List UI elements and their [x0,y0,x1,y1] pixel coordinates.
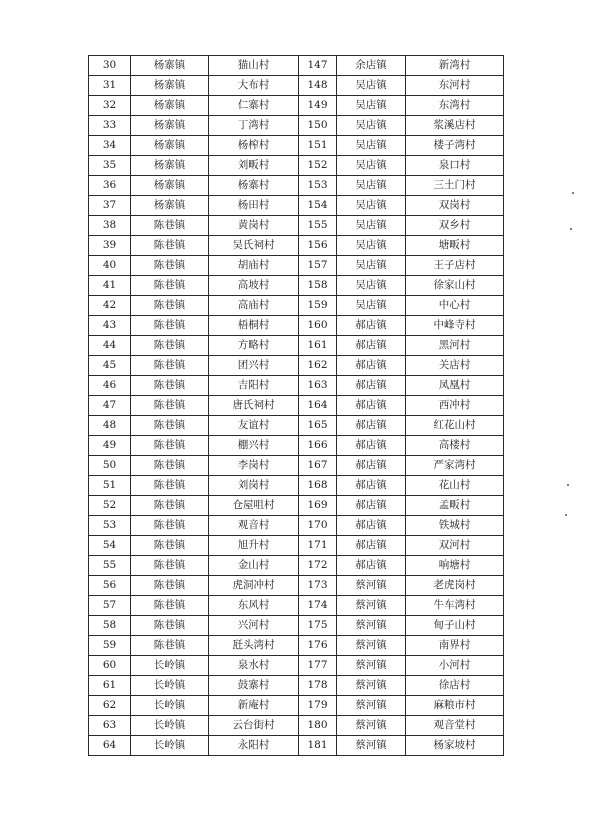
table-row [89,256,504,276]
row-number-right: 179 [299,696,337,716]
town-name-right: 吴店镇 [337,96,406,116]
town-name-right: 吴店镇 [337,236,406,256]
row-number-right: 175 [299,616,337,636]
village-name-left: 鼓寨村 [209,676,299,696]
village-name-right: 徐家山村 [406,276,504,296]
village-name-left: 杨榨村 [209,136,299,156]
row-number-left: 34 [89,136,131,156]
village-name-left: 瓩头湾村 [209,636,299,656]
village-name-right: 观音堂村 [406,716,504,736]
village-name-right: 中峰寺村 [406,316,504,336]
town-name-right: 郝店镇 [337,436,406,456]
village-name-left: 李岗村 [209,456,299,476]
town-name-right: 蔡河镇 [337,696,406,716]
village-name-right: 王子店村 [406,256,504,276]
village-name-left: 刘岗村 [209,476,299,496]
row-number-right: 151 [299,136,337,156]
town-name-right: 蔡河镇 [337,636,406,656]
town-name-right: 蔡河镇 [337,676,406,696]
table-row [89,316,504,336]
table-row [89,276,504,296]
village-name-left: 吴氏祠村 [209,236,299,256]
row-number-left: 44 [89,336,131,356]
table-row [89,496,504,516]
town-name-left: 长岭镇 [131,696,209,716]
scan-speck [572,192,574,194]
town-name-right: 郝店镇 [337,496,406,516]
village-name-left: 永阳村 [209,736,299,756]
village-name-left: 棚兴村 [209,436,299,456]
village-name-left: 刘畈村 [209,156,299,176]
row-number-left: 55 [89,556,131,576]
town-name-right: 郝店镇 [337,416,406,436]
row-number-right: 181 [299,736,337,756]
row-number-right: 169 [299,496,337,516]
village-name-left: 高庙村 [209,296,299,316]
table-row [89,116,504,136]
table-row [89,656,504,676]
row-number-right: 160 [299,316,337,336]
village-name-right: 响塘村 [406,556,504,576]
table-row [89,536,504,556]
town-name-left: 长岭镇 [131,736,209,756]
row-number-right: 157 [299,256,337,276]
table-row [89,676,504,696]
row-number-right: 173 [299,576,337,596]
row-number-left: 41 [89,276,131,296]
row-number-left: 43 [89,316,131,336]
town-name-right: 郝店镇 [337,376,406,396]
town-name-right: 蔡河镇 [337,616,406,636]
town-name-left: 陈巷镇 [131,376,209,396]
village-name-right: 双河村 [406,536,504,556]
row-number-left: 48 [89,416,131,436]
village-name-right: 甸子山村 [406,616,504,636]
row-number-right: 150 [299,116,337,136]
town-name-left: 陈巷镇 [131,396,209,416]
town-name-right: 蔡河镇 [337,576,406,596]
table-row [89,396,504,416]
row-number-left: 62 [89,696,131,716]
town-name-right: 吴店镇 [337,276,406,296]
row-number-left: 33 [89,116,131,136]
town-name-left: 陈巷镇 [131,616,209,636]
village-name-left: 胡庙村 [209,256,299,276]
town-name-left: 杨寨镇 [131,176,209,196]
row-number-left: 52 [89,496,131,516]
row-number-left: 36 [89,176,131,196]
town-name-left: 陈巷镇 [131,336,209,356]
town-name-left: 陈巷镇 [131,476,209,496]
table-row [89,436,504,456]
village-name-right: 花山村 [406,476,504,496]
village-name-right: 三土门村 [406,176,504,196]
town-name-left: 杨寨镇 [131,156,209,176]
row-number-right: 174 [299,596,337,616]
scan-speck [567,484,569,486]
town-name-left: 陈巷镇 [131,316,209,336]
row-number-right: 166 [299,436,337,456]
row-number-right: 159 [299,296,337,316]
row-number-left: 60 [89,656,131,676]
village-name-right: 小河村 [406,656,504,676]
town-name-left: 长岭镇 [131,656,209,676]
town-name-left: 杨寨镇 [131,76,209,96]
village-name-left: 梧桐村 [209,316,299,336]
town-name-left: 陈巷镇 [131,356,209,376]
village-name-left: 泉水村 [209,656,299,676]
row-number-left: 56 [89,576,131,596]
town-name-right: 吴店镇 [337,136,406,156]
village-name-left: 东风村 [209,596,299,616]
row-number-left: 57 [89,596,131,616]
table-row [89,156,504,176]
row-number-right: 155 [299,216,337,236]
table-row [89,616,504,636]
town-name-left: 长岭镇 [131,676,209,696]
row-number-left: 37 [89,196,131,216]
row-number-right: 165 [299,416,337,436]
row-number-right: 153 [299,176,337,196]
table-row [89,376,504,396]
town-name-right: 吴店镇 [337,156,406,176]
town-name-right: 吴店镇 [337,116,406,136]
village-name-right: 西冲村 [406,396,504,416]
table-row [89,96,504,116]
row-number-right: 170 [299,516,337,536]
village-name-left: 兴河村 [209,616,299,636]
row-number-left: 59 [89,636,131,656]
row-number-right: 152 [299,156,337,176]
town-name-left: 陈巷镇 [131,556,209,576]
town-name-right: 吴店镇 [337,216,406,236]
village-name-right: 牛车湾村 [406,596,504,616]
village-name-right: 东湾村 [406,96,504,116]
row-number-right: 147 [299,56,337,76]
village-name-left: 高坡村 [209,276,299,296]
table-row [89,336,504,356]
town-name-left: 陈巷镇 [131,536,209,556]
village-name-left: 仓屋咀村 [209,496,299,516]
town-name-right: 郝店镇 [337,556,406,576]
town-name-left: 杨寨镇 [131,96,209,116]
row-number-right: 162 [299,356,337,376]
village-name-right: 泉口村 [406,156,504,176]
village-name-left: 新庵村 [209,696,299,716]
table-row [89,236,504,256]
village-name-left: 金山村 [209,556,299,576]
village-name-right: 孟畈村 [406,496,504,516]
town-name-left: 陈巷镇 [131,276,209,296]
town-name-right: 吴店镇 [337,196,406,216]
village-name-right: 楼子湾村 [406,136,504,156]
village-name-right: 铁城村 [406,516,504,536]
town-name-right: 郝店镇 [337,316,406,336]
town-name-right: 郝店镇 [337,396,406,416]
village-name-left: 虎洞冲村 [209,576,299,596]
village-name-left: 黄岗村 [209,216,299,236]
town-name-right: 蔡河镇 [337,656,406,676]
village-name-left: 唐氏祠村 [209,396,299,416]
town-name-right: 吴店镇 [337,176,406,196]
village-name-left: 猫山村 [209,56,299,76]
table-row [89,716,504,736]
town-name-right: 余店镇 [337,56,406,76]
town-name-left: 杨寨镇 [131,56,209,76]
town-name-left: 陈巷镇 [131,636,209,656]
row-number-left: 40 [89,256,131,276]
row-number-right: 149 [299,96,337,116]
town-name-left: 陈巷镇 [131,456,209,476]
village-name-left: 大布村 [209,76,299,96]
village-list-table [88,55,504,756]
table-row [89,196,504,216]
town-name-right: 吴店镇 [337,256,406,276]
town-name-right: 蔡河镇 [337,716,406,736]
town-name-left: 杨寨镇 [131,136,209,156]
village-name-right: 徐店村 [406,676,504,696]
row-number-left: 53 [89,516,131,536]
town-name-left: 陈巷镇 [131,516,209,536]
row-number-right: 167 [299,456,337,476]
row-number-left: 42 [89,296,131,316]
row-number-left: 49 [89,436,131,456]
row-number-left: 45 [89,356,131,376]
table-row [89,136,504,156]
row-number-right: 161 [299,336,337,356]
row-number-right: 164 [299,396,337,416]
village-name-left: 吉阳村 [209,376,299,396]
row-number-left: 32 [89,96,131,116]
village-name-left: 方略村 [209,336,299,356]
village-name-right: 红花山村 [406,416,504,436]
row-number-left: 61 [89,676,131,696]
row-number-left: 39 [89,236,131,256]
town-name-left: 陈巷镇 [131,416,209,436]
town-name-left: 陈巷镇 [131,436,209,456]
row-number-left: 54 [89,536,131,556]
town-name-left: 陈巷镇 [131,496,209,516]
table-row [89,556,504,576]
village-name-right: 杨家坡村 [406,736,504,756]
row-number-left: 38 [89,216,131,236]
row-number-left: 30 [89,56,131,76]
row-number-left: 63 [89,716,131,736]
table-row [89,56,504,76]
row-number-left: 31 [89,76,131,96]
town-name-left: 杨寨镇 [131,116,209,136]
village-name-left: 友谊村 [209,416,299,436]
row-number-right: 176 [299,636,337,656]
village-name-left: 杨寨村 [209,176,299,196]
table-row [89,516,504,536]
town-name-right: 吴店镇 [337,296,406,316]
row-number-left: 64 [89,736,131,756]
row-number-right: 180 [299,716,337,736]
village-name-right: 双岗村 [406,196,504,216]
table-row [89,216,504,236]
row-number-left: 58 [89,616,131,636]
row-number-left: 46 [89,376,131,396]
village-name-right: 东河村 [406,76,504,96]
town-name-left: 长岭镇 [131,716,209,736]
table-row [89,636,504,656]
town-name-right: 郝店镇 [337,336,406,356]
scan-speck [565,514,567,516]
table-row [89,296,504,316]
town-name-right: 郝店镇 [337,356,406,376]
table-row [89,176,504,196]
row-number-right: 158 [299,276,337,296]
village-name-left: 旭升村 [209,536,299,556]
village-name-right: 双乡村 [406,216,504,236]
town-name-right: 蔡河镇 [337,596,406,616]
row-number-right: 163 [299,376,337,396]
row-number-right: 148 [299,76,337,96]
village-name-right: 老虎岗村 [406,576,504,596]
row-number-right: 168 [299,476,337,496]
row-number-left: 35 [89,156,131,176]
table-row [89,456,504,476]
table-row [89,576,504,596]
village-name-right: 浆溪店村 [406,116,504,136]
village-name-left: 仁寨村 [209,96,299,116]
town-name-left: 陈巷镇 [131,236,209,256]
row-number-right: 154 [299,196,337,216]
table-row [89,736,504,756]
village-name-right: 中心村 [406,296,504,316]
village-name-right: 黑河村 [406,336,504,356]
town-name-right: 郝店镇 [337,456,406,476]
table-row [89,76,504,96]
village-name-right: 南界村 [406,636,504,656]
town-name-right: 蔡河镇 [337,736,406,756]
town-name-right: 郝店镇 [337,536,406,556]
village-name-right: 新湾村 [406,56,504,76]
town-name-right: 郝店镇 [337,516,406,536]
table-row [89,476,504,496]
table-body [89,56,504,756]
village-name-right: 塘畈村 [406,236,504,256]
scan-speck [570,228,572,230]
row-number-right: 172 [299,556,337,576]
village-name-left: 云台街村 [209,716,299,736]
row-number-right: 178 [299,676,337,696]
row-number-right: 177 [299,656,337,676]
village-name-right: 麻粮市村 [406,696,504,716]
town-name-right: 吴店镇 [337,76,406,96]
town-name-left: 陈巷镇 [131,296,209,316]
village-name-left: 观音村 [209,516,299,536]
table-row [89,356,504,376]
village-name-left: 丁湾村 [209,116,299,136]
row-number-right: 156 [299,236,337,256]
village-name-right: 关店村 [406,356,504,376]
village-name-right: 高楼村 [406,436,504,456]
row-number-right: 171 [299,536,337,556]
table-row [89,696,504,716]
table-row [89,416,504,436]
village-name-left: 团兴村 [209,356,299,376]
town-name-left: 陈巷镇 [131,256,209,276]
village-name-right: 凤凰村 [406,376,504,396]
town-name-left: 陈巷镇 [131,576,209,596]
table-row [89,596,504,616]
town-name-left: 陈巷镇 [131,216,209,236]
village-name-left: 杨田村 [209,196,299,216]
town-name-right: 郝店镇 [337,476,406,496]
row-number-left: 47 [89,396,131,416]
town-name-left: 杨寨镇 [131,196,209,216]
row-number-left: 50 [89,456,131,476]
village-name-right: 严家湾村 [406,456,504,476]
town-name-left: 陈巷镇 [131,596,209,616]
row-number-left: 51 [89,476,131,496]
